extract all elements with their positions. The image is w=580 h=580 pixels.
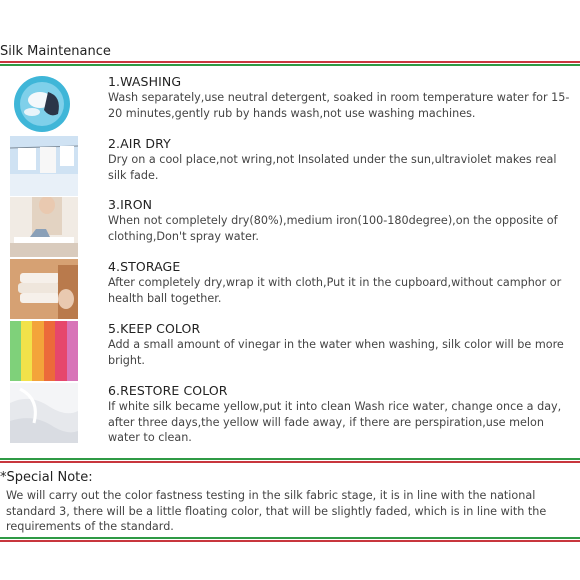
iron-icon [10, 197, 78, 257]
item-description: After completely dry,wrap it with cloth,Put it in the cupboard,without camphor or health ball together. [108, 276, 562, 305]
middle-red-rule [0, 461, 580, 463]
bottom-red-rule [0, 540, 580, 542]
item-description: Add a small amount of vinegar in the water when washing, silk color will be more bright. [108, 338, 564, 367]
item-title: 5.KEEP COLOR [108, 321, 201, 336]
care-item-restore-color [10, 383, 575, 443]
item-description: Dry on a cool place,not wring,not Insolated under the sun,ultraviolet makes real silk fade. [108, 153, 557, 182]
page-title: Silk Maintenance [0, 44, 111, 59]
white-silk-icon [10, 383, 78, 443]
item-description: When not completely dry(80%),medium iron(100-180degree),on the opposite of clothing,Don't spray water. [108, 214, 558, 243]
top-red-rule [0, 61, 580, 63]
clothesline-icon [10, 136, 78, 196]
item-title: 2.AIR DRY [108, 136, 171, 151]
care-item-air-dry [10, 136, 575, 196]
special-note-body: We will carry out the color fastness testing in the silk fabric stage, it is in line with the national standard 3, there will be a little floating color, that will be slightly faded, which is in line with the requirements of the standard. [6, 489, 547, 533]
item-description: Wash separately,use neutral detergent, soaked in room temperature water for 15-20 minutes,gently rub by hands wash,not use washing machines. [108, 91, 570, 120]
folded-cloth-icon [10, 259, 78, 319]
care-item-storage [10, 259, 575, 319]
item-description: If white silk became yellow,put it into clean Wash rice water, change once a day, after three days,the yellow will fade away, if there are perspiration,use melon water to clean. [108, 400, 562, 444]
bottom-green-rule [0, 537, 580, 539]
care-item-washing [10, 74, 575, 134]
washing-basin-icon [10, 74, 78, 134]
item-title: 6.RESTORE COLOR [108, 383, 228, 398]
care-item-keep-color [10, 321, 575, 381]
middle-green-rule [0, 458, 580, 460]
color-swatches-icon [10, 321, 78, 381]
special-note-title: *Special Note: [0, 470, 93, 485]
item-title: 3.IRON [108, 197, 153, 212]
top-green-rule [0, 64, 580, 66]
item-title: 4.STORAGE [108, 259, 181, 274]
item-title: 1.WASHING [108, 74, 182, 89]
care-item-iron [10, 197, 575, 257]
